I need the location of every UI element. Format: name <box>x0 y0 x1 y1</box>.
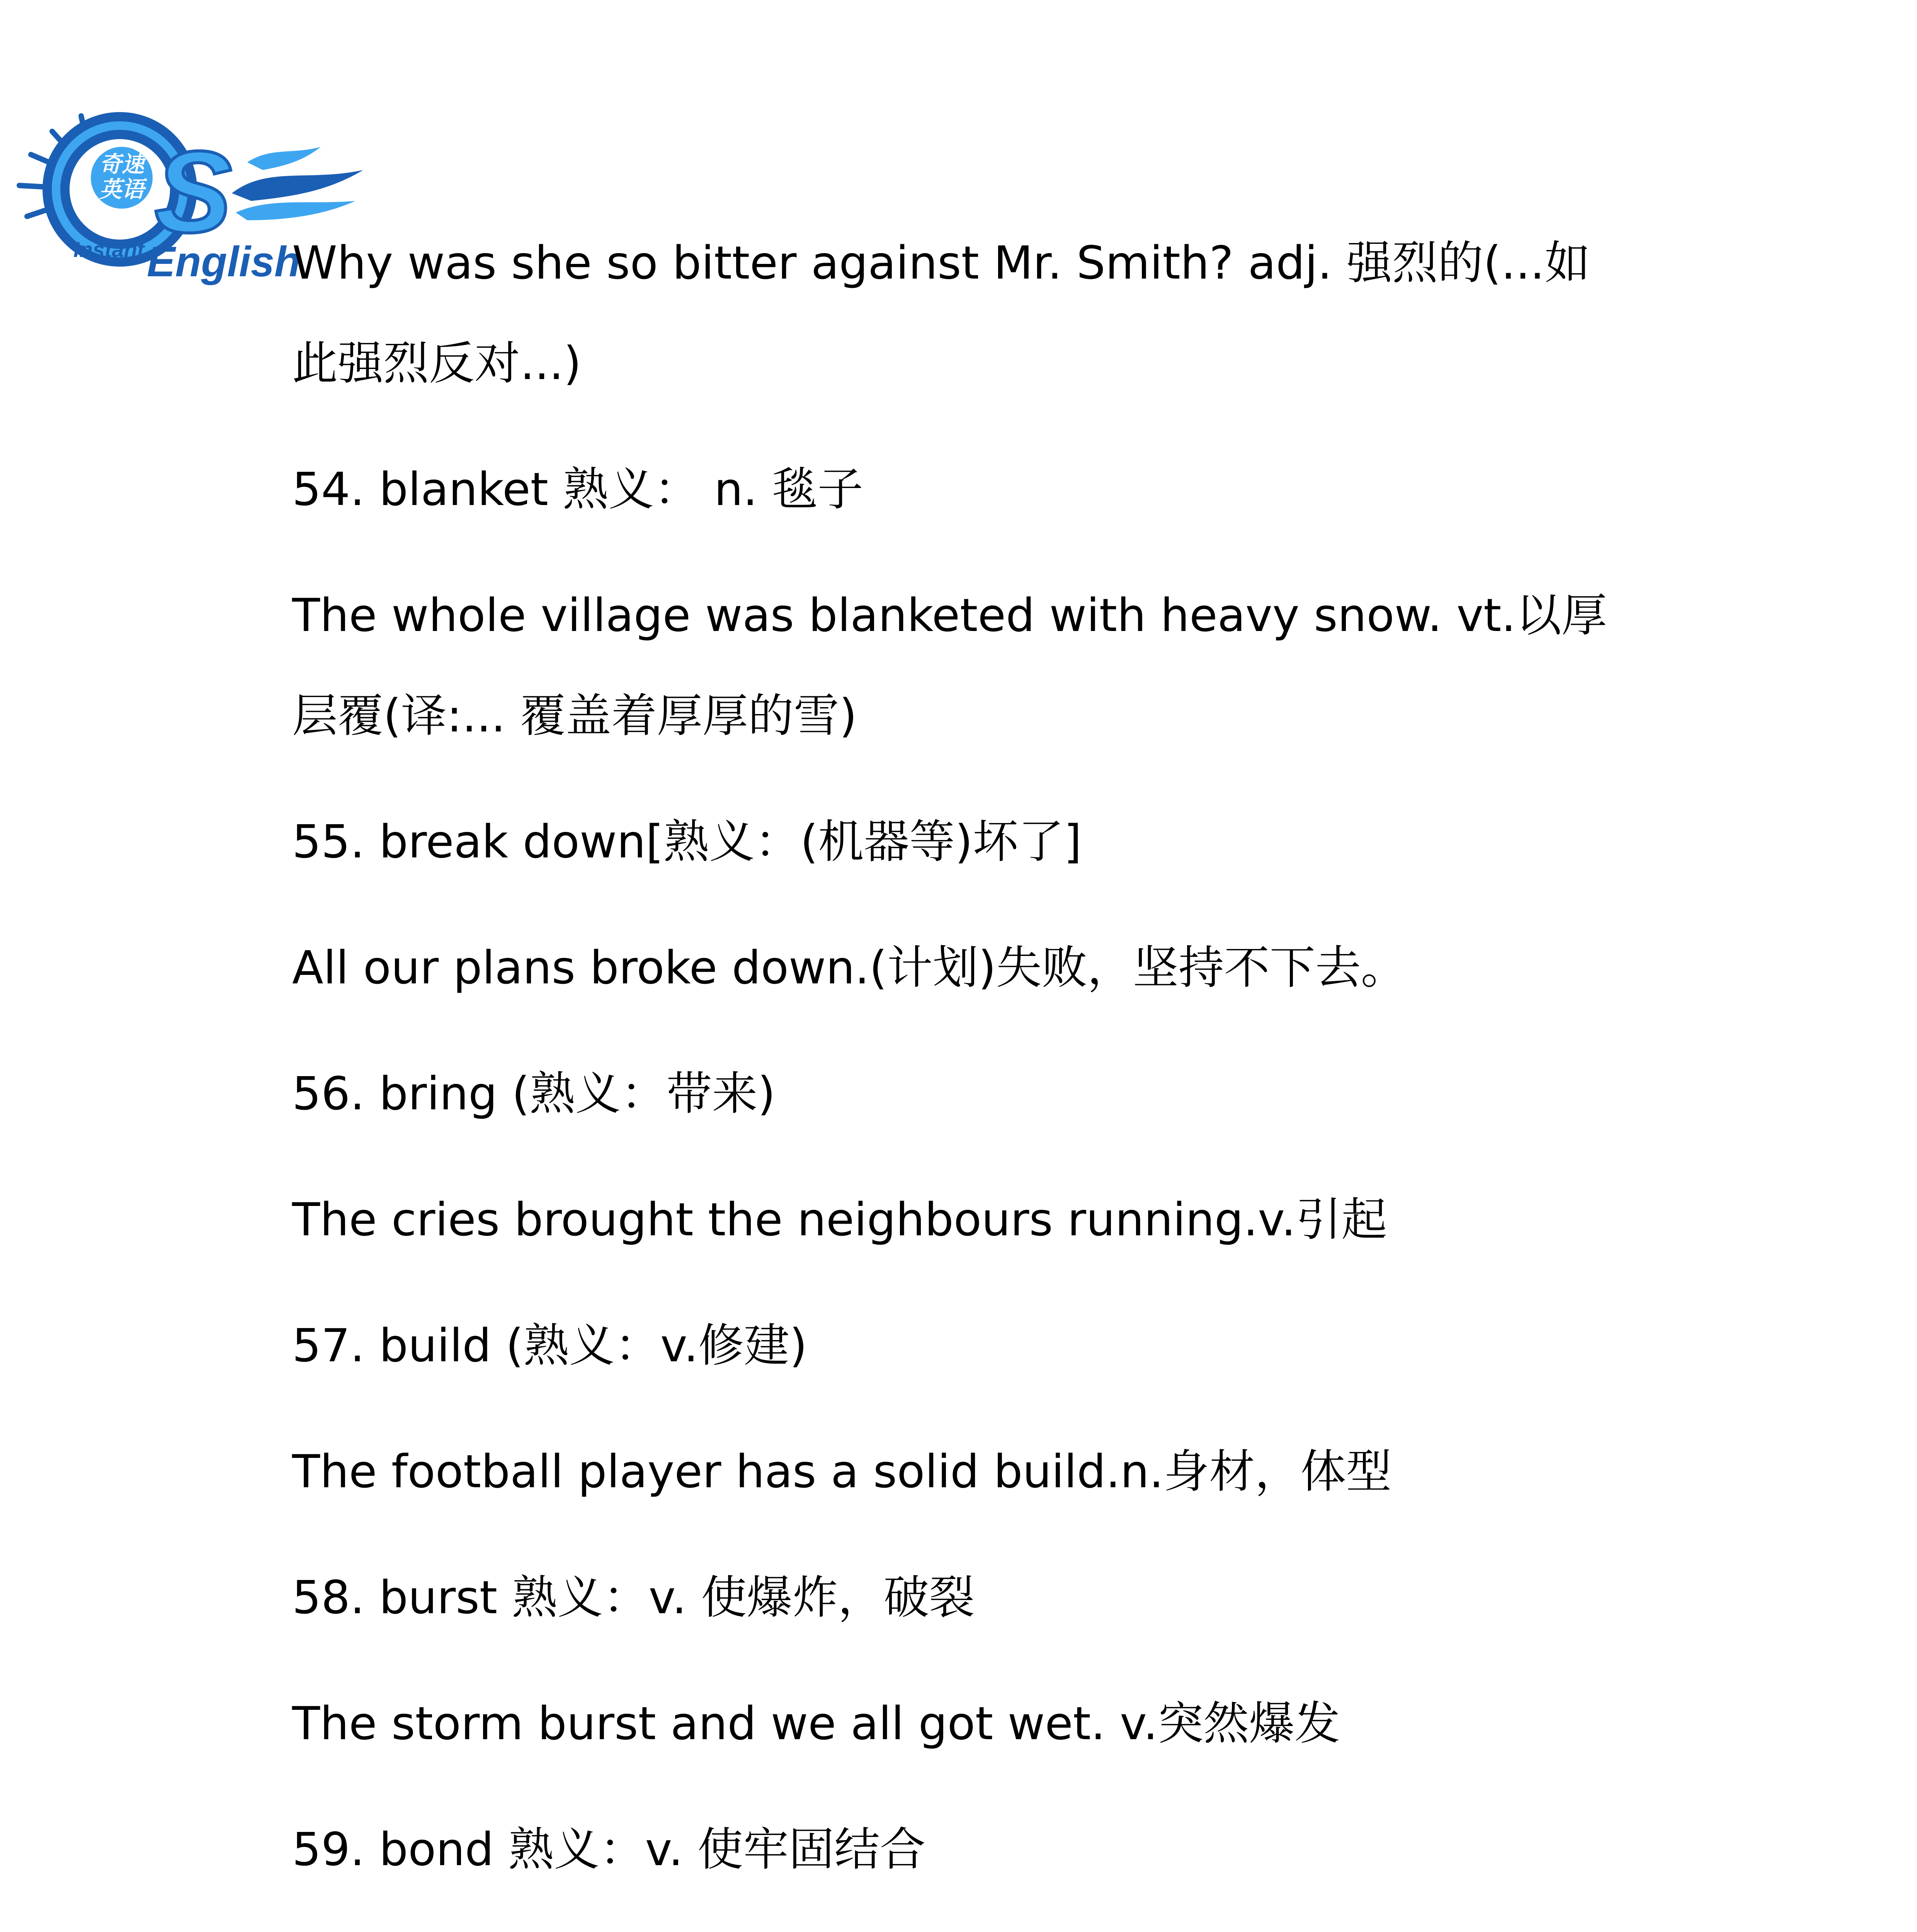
entry-54-example <box>292 584 1722 747</box>
entry-heading: 54. blanket 熟义： n. 毯子 <box>292 463 863 516</box>
example-sentence: The storm burst and we all got wet. v.突然爆发 <box>292 1697 1340 1750</box>
example-sentence: The whole village was blanketed with heavy snow. vt.以厚 <box>292 588 1607 642</box>
entry-heading: 58. burst 熟义：v. 使爆炸，破裂 <box>292 1571 975 1624</box>
example-sentence: The football player has a solid build.n.身材，体型 <box>292 1445 1392 1498</box>
entry-56-heading <box>292 1063 1722 1124</box>
entry-55-heading <box>292 811 1722 872</box>
entry-heading: 56. bring (熟义：带来) <box>292 1067 776 1120</box>
entry-bitter-continuation <box>292 232 1722 394</box>
entry-heading: 55. break down[熟义：(机器等)坏了] <box>292 815 1082 868</box>
entry-heading: 57. build (熟义：v.修建) <box>292 1319 808 1372</box>
example-sentence: Why was she so bitter against Mr. Smith? adj. 强烈的(...如 <box>292 236 1590 289</box>
logo-brand-text: English <box>147 238 301 286</box>
logo-s-letter: S <box>155 127 232 257</box>
entry-58-heading <box>292 1566 1722 1628</box>
example-sentence: All our plans broke down.(计划)失败，坚持不下去。 <box>292 941 1407 994</box>
entry-54-heading <box>292 458 1722 520</box>
logo-small-text: Instant <box>73 237 145 262</box>
logo-badge-line2: 英语 <box>99 177 145 202</box>
vocab-content <box>292 232 1722 1932</box>
entry-57-example <box>292 1440 1722 1502</box>
example-sentence-continued: 此强烈反对...) <box>292 337 582 390</box>
example-sentence-continued: 层覆(译:... 覆盖着厚厚的雪) <box>292 689 857 742</box>
entry-heading: 59. bond 熟义：v. 使牢固结合 <box>292 1823 926 1876</box>
entry-56-example <box>292 1189 1722 1250</box>
entry-55-example <box>292 937 1722 998</box>
entry-57-heading <box>292 1315 1722 1376</box>
entry-59-heading <box>292 1818 1722 1880</box>
logo-badge-line1: 奇速 <box>99 152 145 177</box>
entry-58-example <box>292 1692 1722 1754</box>
example-sentence: The cries brought the neighbours running.v.引起 <box>292 1193 1387 1246</box>
